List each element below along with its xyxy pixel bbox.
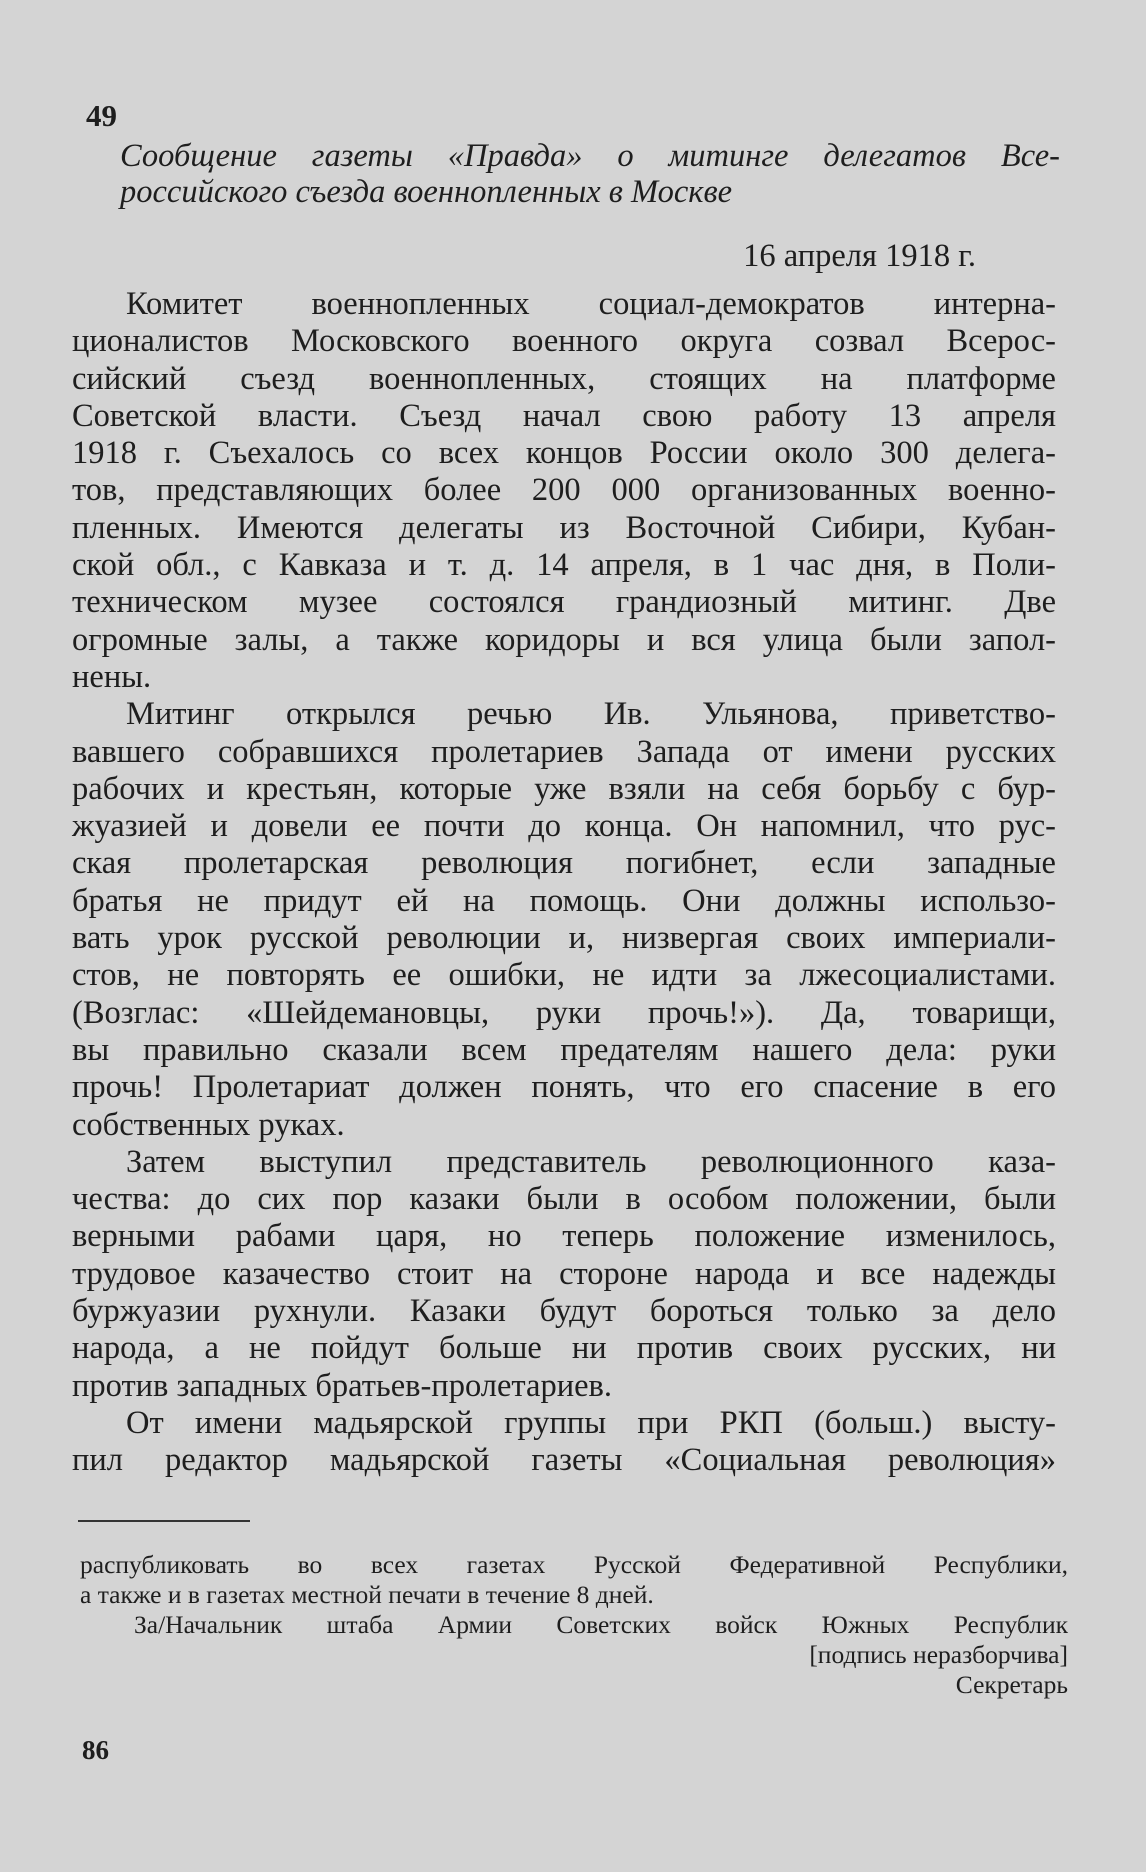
body-text-line: ционалистов Московского военного округа созвал Всерос-	[72, 323, 1056, 360]
body-text-line: От имени мадьярской группы при РКП (больш.) высту-	[126, 1404, 1056, 1441]
footnote-signature: Секретарь	[955, 1670, 1068, 1699]
body-text-line: 1918 г. Съехалось со всех концов России около 300 делега-	[72, 435, 1056, 472]
body-text-line: прочь! Пролетариат должен понять, что его спасение в его	[72, 1069, 1056, 1106]
body-text-line: сийский съезд военнопленных, стоящих на платформе	[72, 360, 1056, 397]
body-text-line: вы правильно сказали всем предателям нашего дела: руки	[72, 1031, 1056, 1068]
body-text-line: Митинг открылся речью Ив. Ульянова, приветство-	[126, 696, 1056, 733]
document-date: 16 апреля 1918 г.	[743, 238, 976, 274]
footnote-line: распубликовать во всех газетах Русской Федеративной Республики,	[80, 1550, 1068, 1579]
body-text-line: техническом музее состоялся грандиозный митинг. Две	[72, 584, 1056, 621]
body-text-line: стов, не повторять ее ошибки, не идти за лжесоциалистами.	[72, 957, 1056, 994]
body-text-line: Затем выступил представитель революционного каза-	[126, 1143, 1056, 1180]
page-number: 86	[82, 1735, 109, 1765]
body-text-line: рабочих и крестьян, которые уже взяли на себя борьбу с бур-	[72, 770, 1056, 807]
footnote	[80, 1550, 1068, 1700]
document-title	[120, 138, 1060, 210]
body-text-line: тов, представляющих более 200 000 организованных военно-	[72, 472, 1056, 509]
body-text-line: против западных братьев-пролетариев.	[72, 1367, 612, 1404]
main-text	[72, 286, 1056, 1480]
body-text-line: Комитет военнопленных социал-демократов интерна-	[126, 286, 1056, 322]
body-text-line: вать урок русской революции и, низвергая своих империали-	[72, 920, 1056, 957]
body-text-line: буржуазии рухнули. Казаки будут бороться только за дело	[72, 1293, 1056, 1330]
body-text-line: братья не придут ей на помощь. Они должны использо-	[72, 882, 1056, 919]
body-text-line: пленных. Имеются делегаты из Восточной Сибири, Кубан-	[72, 509, 1056, 546]
footnote-line: а также и в газетах местной печати в течение 8 дней.	[80, 1580, 654, 1609]
body-text-line: народа, а не пойдут больше ни против своих русских, ни	[72, 1330, 1056, 1367]
footnote-separator	[78, 1520, 250, 1522]
body-text-line: пил редактор мадьярской газеты «Социальная революция»	[72, 1442, 1056, 1479]
body-text-line: нены.	[72, 658, 152, 695]
document-title-line: Сообщение газеты «Правда» о митинге делегатов Все-	[120, 138, 1060, 174]
footnote-line: За/Начальник штаба Армии Советских войск Южных Республик	[134, 1610, 1068, 1639]
document-title-line: российского съезда военнопленных в Москве	[120, 174, 733, 210]
body-text-line: трудовое казачество стоит на стороне народа и все надежды	[72, 1255, 1056, 1292]
body-text-line: собственных руках.	[72, 1106, 345, 1143]
body-text-line: огромные залы, а также коридоры и вся улица были запол-	[72, 621, 1056, 658]
body-text-line: чества: до сих пор казаки были в особом положении, были	[72, 1181, 1056, 1218]
body-text-line: ская пролетарская революция погибнет, если западные	[72, 845, 1056, 882]
body-text-line: ской обл., с Кавказа и т. д. 14 апреля, в 1 час дня, в Поли-	[72, 547, 1056, 584]
footnote-lines	[80, 1550, 1068, 1640]
body-text-line: (Возглас: «Шейдемановцы, руки прочь!»). Да, товарищи,	[72, 994, 1056, 1031]
document-number: 49	[86, 98, 117, 133]
body-text-line: верными рабами царя, но теперь положение изменилось,	[72, 1218, 1056, 1255]
body-text-line: Советской власти. Съезд начал свою работу 13 апреля	[72, 397, 1056, 434]
footnote-signature-note: [подпись неразборчива]	[809, 1640, 1068, 1669]
body-text-line: жуазией и довели ее почти до конца. Он напомнил, что рус-	[72, 808, 1056, 845]
body-text-line: вавшего собравшихся пролетариев Запада от имени русских	[72, 733, 1056, 770]
